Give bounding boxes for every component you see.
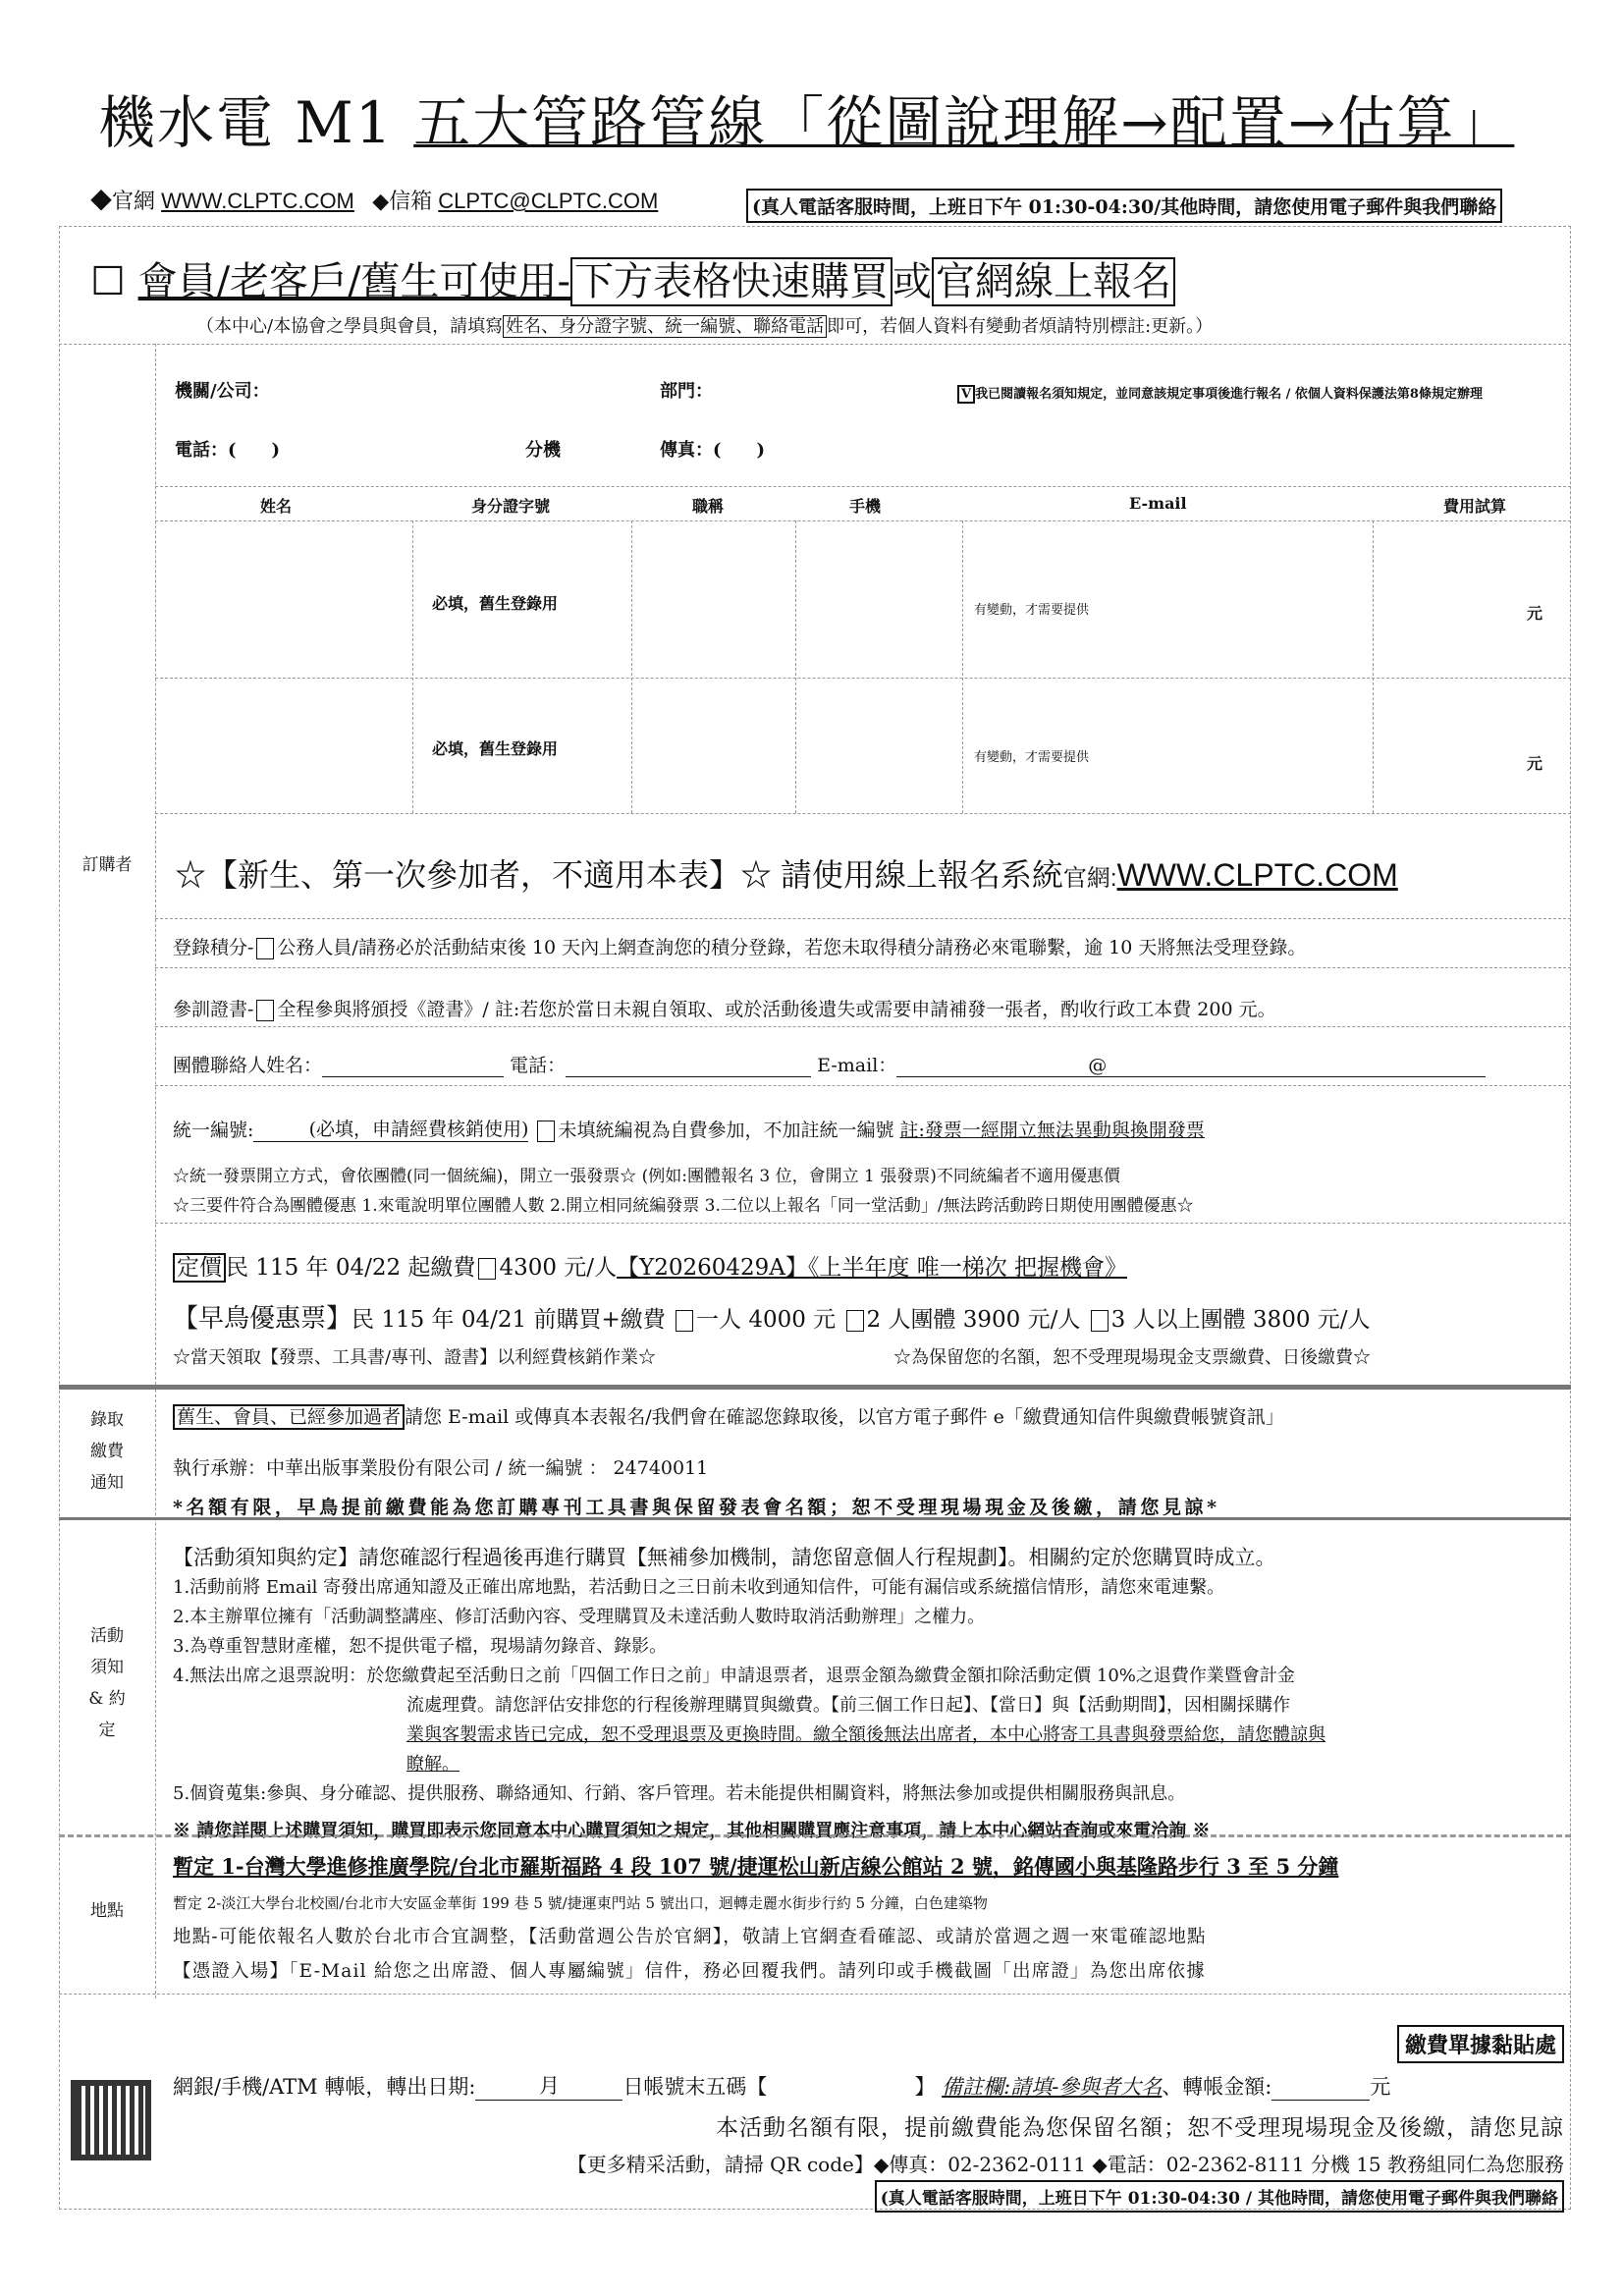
online-register-text: 官網線上報名 bbox=[932, 257, 1175, 306]
quick-buy-text: 下方表格快速購買 bbox=[570, 257, 893, 306]
section-label-orderer: 訂購者 bbox=[81, 855, 133, 875]
title-course-code: 機水電 M1 bbox=[98, 89, 414, 156]
rule-4-text: 業與客製需求皆已完成，恕不受理退票及更換時間。繳全額後無法出席者，本中心將寄工具書與發票給您，請您體諒與 bbox=[406, 1724, 1325, 1745]
amount-unit: 元 bbox=[1370, 2075, 1391, 2099]
month-label: 月 bbox=[538, 2074, 560, 2098]
group-contact-row bbox=[173, 1051, 1486, 1077]
organizer: 執行承辦：中華出版事業股份有限公司 / 統一編號 ： 24740011 bbox=[173, 1457, 709, 1479]
early-bird-label: 【早鳥優惠票】 bbox=[173, 1304, 352, 1334]
rule-4-text: 瞭解。 bbox=[406, 1754, 460, 1775]
tax-id-label: 統一編號: bbox=[173, 1120, 254, 1141]
transfer-label: 網銀/手機/ATM 轉帳，轉出日期: bbox=[173, 2075, 476, 2099]
col-id: 身分證字號 bbox=[471, 497, 551, 516]
banner-site-link[interactable]: WWW.CLPTC.COM bbox=[1116, 857, 1398, 893]
group-phone-label: 電話： bbox=[510, 1055, 567, 1076]
website-label: ◆官網 bbox=[90, 189, 162, 213]
rule-2: 2.本主辦單位擁有「活動調整講座、修訂活動內容、受理購買及未達活動人數時取消活動辦理」之權力。 bbox=[173, 1607, 986, 1627]
account-label: 日帳號末五碼【 bbox=[622, 2075, 768, 2099]
section-label-notice: 錄取 繳費 通知 bbox=[90, 1410, 124, 1493]
rule-3: 3.為尊重智慧財產權，恕不提供電子檔，現場請勿錄音、錄影。 bbox=[173, 1636, 668, 1657]
new-student-banner bbox=[175, 850, 1398, 896]
invoice-rule: ☆統一發票開立方式，會依團體(同一個統編)，開立一張發票☆ (例如:團體報名 3 位，會開立 1 張發票)不同統編者不適用優惠價 bbox=[173, 1167, 1120, 1186]
credit-label: 登錄積分- bbox=[173, 937, 254, 958]
service-hours: (真人電話客服時間，上班日下午 01:30-04:30/其他時間，請您使用電子郵件與我們聯絡 bbox=[746, 189, 1502, 223]
early-bird-row bbox=[173, 1298, 1371, 1335]
banner-site-label: 官網: bbox=[1062, 865, 1117, 892]
contact-info: 【更多精采活動，請掃 QR code】◆傳真：02-2362-0111 ◆電話：02-2362-8111 分機 15 教務組同仁為您服務 bbox=[567, 2153, 1564, 2176]
group-name-input[interactable] bbox=[322, 1076, 504, 1077]
agree-text: 我已閱讀報名須知規定，並同意該規定事項後進行報名 / 依個人資料保護法第8條規定辦理 bbox=[975, 387, 1483, 402]
early-2-checkbox[interactable] bbox=[846, 1310, 864, 1332]
at-sign: @ bbox=[1088, 1055, 1108, 1076]
tax-id-hint: (必填，申請經費核銷使用) bbox=[308, 1119, 529, 1140]
group-phone-input[interactable] bbox=[566, 1076, 811, 1077]
transfer-row bbox=[173, 2070, 1390, 2101]
course-code: 【Y20260429A】《上半年度 唯一梯次 把握機會》 bbox=[617, 1255, 1128, 1281]
section-label-venue: 地點 bbox=[90, 1901, 124, 1921]
id-input-hint[interactable]: 必填，舊生登錄用 bbox=[432, 594, 559, 613]
venue-note: 地點-可能依報名人數於台北市合宜調整，【活動當週公告於官網】，敬請上官網查看確認、或請於當週之週一來電確認地點 bbox=[173, 1927, 1207, 1947]
venue-1: 暫定 1-台灣大學進修推廣學院/台北市羅斯福路 4 段 107 號/捷運松山新店線公館站 2 號，銘傳國小與基隆路步行 3 至 5 分鐘 bbox=[173, 1854, 1339, 1879]
rule-1: 1.活動前將 Email 寄發出席通知證及正確出席地點，若活動日之三日前未收到通知信件，可能有漏信或系統擋信情形，請您來電連繫。 bbox=[173, 1577, 1225, 1598]
col-fee: 費用試算 bbox=[1443, 497, 1507, 516]
tax-id-input[interactable] bbox=[253, 1115, 528, 1142]
col-title: 職稱 bbox=[692, 497, 725, 516]
price-amount: 4300 元/人 bbox=[499, 1255, 618, 1281]
extension-field[interactable]: 分機 bbox=[525, 440, 561, 461]
certificate-checkbox[interactable] bbox=[256, 1000, 274, 1021]
email-link[interactable]: CLPTC@CLPTC.COM bbox=[438, 189, 659, 213]
price-tag: 定價 bbox=[173, 1253, 226, 1283]
no-tax-id-checkbox[interactable] bbox=[537, 1121, 555, 1142]
venue-2: 暫定 2-淡江大學台北校園/台北市大安區金華街 199 巷 5 號/捷運東門站 5 號出口，迴轉走麗水街步行約 5 分鐘，白色建築物 bbox=[173, 1894, 988, 1912]
email-input-hint[interactable]: 有變動，才需要提供 bbox=[974, 603, 1090, 618]
credit-row bbox=[173, 933, 1306, 959]
agree-mark: V bbox=[957, 385, 975, 404]
website-link[interactable]: WWW.CLPTC.COM bbox=[161, 189, 354, 213]
service-hours-footer: (真人電話客服時間，上班日下午 01:30-04:30 / 其他時間，請您使用電子郵件與我們聯絡 bbox=[875, 2180, 1564, 2213]
email-label: ◆信箱 bbox=[372, 189, 439, 213]
rule-4-label: 4.無法出席之退票說明： bbox=[173, 1666, 367, 1686]
pickup-note: ☆當天領取【發票、工具書/專刊、證書】以利經費核銷作業☆ bbox=[173, 1347, 657, 1368]
rules-agreement: ※ 請您詳閱上述購買須知，購買即表示您同意本中心購買須知之規定，其他相關購買應注意事項，請上本中心網站查詢或來電洽詢 ※ bbox=[173, 1821, 1211, 1841]
quota-reminder: 本活動名額有限，提前繳費能為您保留名額；恕不受理現場現金及後繳，請您見諒 bbox=[716, 2115, 1564, 2141]
note-text: （本中心/本協會之學員與會員，請填寫 bbox=[196, 316, 504, 337]
fee-unit: 元 bbox=[1527, 754, 1543, 773]
member-note bbox=[196, 312, 1213, 338]
phone-field[interactable]: 電話：( ) bbox=[175, 440, 281, 461]
early-2-text: 2 人團體 3900 元/人 bbox=[866, 1307, 1081, 1333]
notice-line bbox=[173, 1402, 1284, 1429]
id-input-hint[interactable]: 必填，舊生登錄用 bbox=[432, 739, 559, 758]
rules-heading: 【活動須知與約定】請您確認行程過後再進行購買【無補參加機制，請您留意個人行程規劃】。相關約定於您購買時成立。 bbox=[173, 1546, 1276, 1569]
amount-input[interactable] bbox=[1271, 2100, 1370, 2101]
civil-servant-checkbox[interactable] bbox=[256, 938, 274, 959]
member-text: 會員/老客戶/舊生可使用- bbox=[137, 259, 571, 304]
bracket: 】 bbox=[914, 2075, 936, 2099]
group-name-label: 團體聯絡人姓名： bbox=[173, 1055, 323, 1076]
email-input-hint[interactable]: 有變動，才需要提供 bbox=[974, 750, 1090, 765]
early-1-text: 一人 4000 元 bbox=[696, 1307, 837, 1333]
regular-price-row bbox=[173, 1249, 1127, 1282]
fax-field[interactable]: 傳真：( ) bbox=[660, 440, 766, 461]
invoice-note: 註:發票一經開立無法異動與換開發票 bbox=[899, 1120, 1205, 1141]
agree-checkbox[interactable] bbox=[957, 383, 1483, 402]
member-checkbox[interactable]: ☐ bbox=[90, 259, 126, 304]
note-text: 即可，若個人資料有變動者煩請特別標註:更新。） bbox=[827, 316, 1214, 337]
col-name: 姓名 bbox=[260, 497, 293, 516]
early-bird-date: 民 115 年 04/21 前購買+繳費 bbox=[352, 1307, 666, 1333]
regular-price-checkbox[interactable] bbox=[478, 1258, 496, 1280]
tax-id-row bbox=[173, 1115, 1205, 1142]
department-field[interactable]: 部門： bbox=[660, 381, 713, 402]
cert-text: 全程參與將頒授《證書》/ 註:若您於當日未親自領取、或於活動後遺失或需要申請補發一張者，酌收行政工本費 200 元。 bbox=[277, 999, 1276, 1020]
member-heading bbox=[90, 250, 1175, 306]
rules-block bbox=[173, 1542, 1567, 1846]
transfer-date-input[interactable] bbox=[475, 2070, 622, 2101]
receipt-paste-area: 繳費單據黏貼處 bbox=[1397, 2025, 1564, 2063]
returning-tag: 舊生、會員、已經參加過者 bbox=[173, 1404, 405, 1430]
rule-4-text: 流處理費。請您評估安排您的行程後辦理購買與繳費。【前三個工作日起】、【當日】與【活動期間】，因相關採購作 bbox=[406, 1695, 1290, 1716]
group-email-input[interactable] bbox=[896, 1055, 1486, 1077]
early-3-checkbox[interactable] bbox=[1091, 1310, 1109, 1332]
rule-5: 5.個資蒐集:參與、身分確認、提供服務、聯絡通知、行銷、客戶管理。若未能提供相關資料，將無法參加或提供相關服務與訊息。 bbox=[173, 1783, 1186, 1804]
certificate-row bbox=[173, 995, 1276, 1021]
credit-text: 公務人員/請務必於活動結束後 10 天內上網查詢您的積分登錄，若您未取得積分請務必來電聯繫，逾 10 天將無法受理登錄。 bbox=[277, 937, 1307, 958]
banner-text: ☆【新生、第一次參加者，不適用本表】☆ 請使用線上報名系統 bbox=[175, 857, 1063, 893]
no-tax-id-text: 未填統編視為自費參加，不加註統一編號 bbox=[558, 1120, 894, 1141]
or-text: 或 bbox=[893, 259, 933, 304]
early-3-text: 3 人以上團體 3800 元/人 bbox=[1110, 1307, 1371, 1333]
col-email: E-mail bbox=[1129, 494, 1187, 513]
section-label-rules: 活動 須知 & 約定 bbox=[88, 1626, 126, 1740]
cert-label: 參訓證書- bbox=[173, 999, 254, 1020]
qr-code[interactable] bbox=[71, 2080, 151, 2160]
document-title bbox=[98, 77, 1514, 159]
payment-policy-note: ☆為保留您的名額，恕不受理現場現金支票繳費、日後繳費☆ bbox=[893, 1347, 1371, 1368]
quota-note: *名額有限，早鳥提前繳費能為您訂購專刊工具書與保留發表會名額；恕不受理現場現金及後繳，請您見諒* bbox=[173, 1497, 1220, 1518]
fee-unit: 元 bbox=[1527, 604, 1543, 623]
group-email-label: E-mail： bbox=[817, 1055, 897, 1076]
contact-line bbox=[90, 185, 658, 215]
group-discount-rule: ☆三要件符合為團體優惠 1.來電說明單位團體人數 2.開立相同統編發票 3.二位以上報名「同一堂活動」/無法跨活動跨日期使用團體優惠☆ bbox=[173, 1196, 1194, 1216]
entry-note: 【憑證入場】「E-Mail 給您之出席證、個人專屬編號」信件，務必回覆我們。請列印或手機截圖「出席證」為您出席依據 bbox=[173, 1961, 1206, 1982]
early-1-checkbox[interactable] bbox=[676, 1310, 693, 1332]
note-required-fields: 姓名、身分證字號、統一編號、聯絡電話 bbox=[503, 315, 827, 338]
title-course-name: 五大管路管線「從圖說理解→配置→估算」 bbox=[413, 89, 1515, 156]
amount-label: 、轉帳金額: bbox=[1162, 2075, 1272, 2099]
notice-text: 請您 E-mail 或傳真本表報名/我們會在確認您錄取後，以官方電子郵件 e「繳費通知信件與繳費帳號資訊」 bbox=[405, 1406, 1284, 1428]
memo-note: 備註欄:請填-參與者大名 bbox=[942, 2075, 1163, 2099]
price-date: 民 115 年 04/22 起繳費 bbox=[226, 1255, 476, 1281]
col-mobile: 手機 bbox=[849, 497, 882, 516]
company-field[interactable]: 機關/公司： bbox=[175, 381, 270, 402]
rule-4-text: 於您繳費起至活動日之前「四個工作日之前」申請退票者，退票金額為繳費金額扣除活動定價 10%之退費作業暨會計金 bbox=[366, 1666, 1295, 1686]
